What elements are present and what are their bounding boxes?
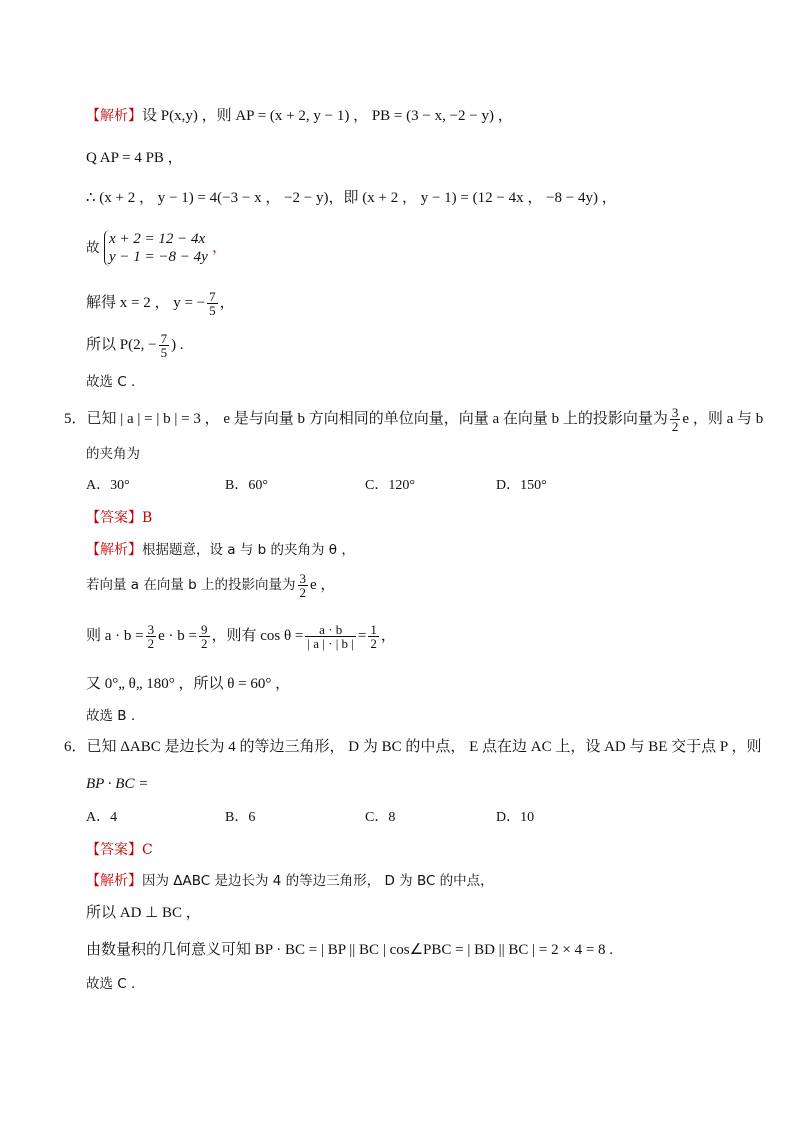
q4-solution-line-7	[86, 372, 135, 392]
fraction-denominator: 2	[201, 635, 208, 651]
q5-analysis-text-3a: 则 a · b =	[86, 628, 144, 644]
q5-analysis-text-5: 故选 B .	[86, 708, 136, 724]
fraction-numerator: a · b	[305, 623, 356, 637]
fraction	[207, 290, 218, 317]
fraction	[159, 332, 170, 359]
q5-analysis-text-4: 又 0°„ θ„ 180° ，所以 θ = 60° ，	[86, 676, 291, 692]
q4-solution-line-6	[86, 330, 184, 360]
fraction-numerator: 7	[209, 288, 216, 304]
answer-tag: 【答案】	[86, 510, 142, 526]
q5-answer-line	[86, 508, 152, 528]
q6-option-c: C．8	[365, 810, 396, 825]
q4-solution-suffix-6: ) .	[171, 337, 184, 353]
q6-stem-text-2: BP · BC =	[86, 776, 149, 792]
fraction-numerator: 9	[201, 621, 208, 637]
q6-option-b: B．6	[225, 810, 256, 825]
q5-stem-line-2	[86, 444, 140, 464]
fraction-numerator: 3	[299, 570, 307, 586]
q5-analysis-text-2a: 若向量 a 在向量 b 上的投影向量为	[86, 577, 296, 593]
q6-option-d: D．10	[496, 810, 535, 825]
fraction-numerator: 3	[671, 404, 679, 420]
equation-1: x + 2 = 12 − 4x	[108, 231, 206, 247]
q5-analysis-text-2b: e ，	[310, 577, 336, 593]
analysis-tag: 【解析】	[86, 873, 142, 889]
q6-analysis-line-1	[86, 871, 494, 891]
fraction-numerator: 1	[370, 621, 377, 637]
q4-solution-text-7: 故选 C .	[86, 374, 136, 390]
q4-solution-prefix-4: 故	[86, 240, 100, 256]
q6-analysis-text-3: 由数量积的几何意义可知 BP · BC = | BP || BC | cos∠PBC = | BD || BC | = 2 × 4 = 8 .	[86, 942, 614, 958]
analysis-tag: 【解析】	[86, 542, 142, 558]
q5-stem-text-2: 的夹角为	[86, 446, 140, 462]
q5-analysis-text-3e: ，	[380, 628, 396, 644]
q6-analysis-line-2	[86, 903, 201, 923]
analysis-tag: 【解析】	[86, 108, 142, 124]
q4-solution-prefix-5: 解得 x = 2 ， y = −	[86, 295, 206, 311]
q6-analysis-text-2: 所以 AD ⊥ BC ，	[86, 905, 201, 921]
q5-option-c: C．120°	[365, 478, 415, 493]
q5-analysis-text-1: 根据题意，设 a 与 b 的夹角为 θ ，	[142, 542, 355, 558]
q4-solution-line-1	[86, 106, 513, 126]
fraction-denominator: | a | · | b |	[307, 635, 354, 651]
q4-solution-line-4	[86, 230, 226, 266]
q5-analysis-text-3d: =	[357, 628, 367, 644]
q5-analysis-text-3c: ，则有 cos θ =	[211, 628, 304, 644]
q5-option-d: D．150°	[496, 478, 547, 493]
q5-analysis-text-3b: e · b =	[158, 628, 197, 644]
fraction	[199, 623, 210, 650]
q6-option-a: A．4	[86, 810, 118, 825]
q4-solution-suffix-4: ，	[212, 240, 227, 256]
fraction	[298, 572, 309, 599]
fraction-numerator: 7	[160, 330, 168, 346]
fraction-denominator: 2	[671, 418, 679, 434]
fraction-denominator: 5	[160, 344, 168, 360]
q4-solution-text-2: Q AP = 4 PB ，	[86, 150, 183, 166]
q5-option-a: A．30°	[86, 478, 130, 493]
q6-analysis-text-1: 因为 ΔABC 是边长为 4 的等边三角形， D 为 BC 的中点，	[142, 873, 494, 889]
equation-system	[104, 230, 208, 266]
equation-2: y − 1 = −8 − 4y	[108, 249, 208, 265]
q6-analysis-line-4	[86, 974, 135, 994]
fraction-denominator: 2	[147, 635, 155, 651]
answer-tag: 【答案】	[86, 842, 142, 858]
q4-solution-text-3: ∴ (x + 2 ， y − 1) = 4(−3 − x ， −2 − y)，即 (x + 2 ， y − 1) = (12 − 4x ， −8 − 4y) ，	[86, 190, 617, 206]
fraction-denominator: 2	[370, 635, 377, 651]
q4-solution-prefix-6: 所以 P(2, −	[86, 337, 157, 353]
fraction	[670, 406, 681, 433]
q5-analysis-line-2	[86, 570, 335, 600]
answer-value: C	[142, 842, 153, 858]
q5-analysis-line-4	[86, 674, 290, 694]
q6-stem-text-1: 6．已知 ΔABC 是边长为 4 的等边三角形， D 为 BC 的中点， E 点在边 AC 上，设 AD 与 BE 交于点 P ，则	[64, 739, 762, 755]
q4-solution-line-3	[86, 188, 617, 208]
fraction	[146, 623, 157, 650]
q5-analysis-line-5	[86, 706, 135, 726]
fraction-denominator: 5	[209, 302, 216, 318]
q6-analysis-line-3	[86, 940, 613, 960]
q5-analysis-line-1	[86, 540, 355, 560]
fraction	[368, 623, 379, 650]
q4-solution-line-2	[86, 148, 183, 168]
fraction	[305, 623, 356, 650]
q5-option-b: B．60°	[225, 478, 268, 493]
q5-stem-text-b: e ，则 a 与 b	[682, 411, 764, 427]
q5-analysis-line-3	[86, 618, 396, 654]
q6-analysis-text-4: 故选 C .	[86, 976, 136, 992]
q6-stem-line-1	[64, 737, 761, 757]
fraction-numerator: 3	[147, 621, 155, 637]
q4-solution-suffix-5: ，	[219, 295, 235, 311]
q4-solution-text-1: 设 P(x,y) ，则 AP = (x + 2, y − 1) ， PB = (3 − x, −2 − y) ，	[142, 108, 513, 124]
q5-stem-line-1	[64, 404, 763, 434]
answer-value: B	[142, 510, 153, 526]
q6-answer-line	[86, 840, 153, 860]
fraction-denominator: 2	[299, 584, 307, 600]
q6-stem-line-2	[86, 774, 148, 794]
q5-stem-text-a: 5．已知 | a | = | b | = 3 ， e 是与向量 b 方向相同的单位向量，向量 a 在向量 b 上的投影向量为	[64, 411, 668, 427]
q4-solution-line-5	[86, 288, 235, 318]
